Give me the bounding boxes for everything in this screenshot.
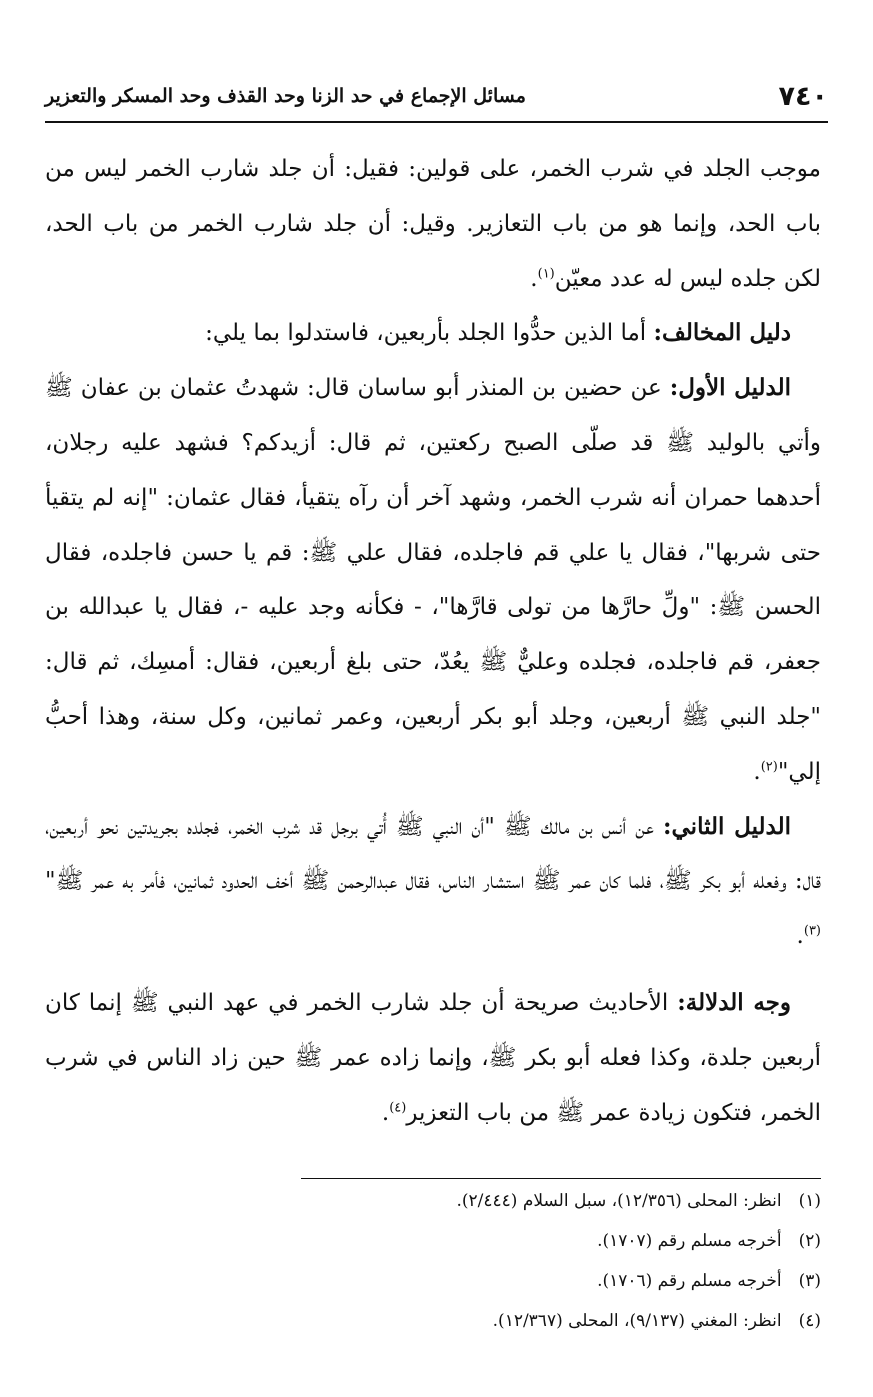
footnote-ref: (٤) [389, 1099, 407, 1115]
paragraph-intro: موجب الجلد في شرب الخمر، على قولين: فقيل: أن جلد شارب الخمر ليس من باب الحد، وإنما هو من باب التعازير. وقيل: أن جلد شارب الخمر من باب الحد، لكن جلده ليس له عدد معيّن$^{(١)}$. [45, 156, 821, 292]
footnote-number: (١) [798, 1191, 821, 1211]
footnote-text: انظر: المغني (٩/١٣٧)، المحلى (١٢/٣٦٧). [492, 1311, 782, 1331]
footnote-4 [301, 1301, 821, 1341]
page-header [45, 72, 828, 120]
footnote-number: (٤) [798, 1311, 821, 1331]
footnote-text: انظر: المحلى (١٢/٣٥٦)، سبل السلام (٢/٤٤٤). [456, 1191, 782, 1211]
footnote-3 [301, 1261, 821, 1301]
footnote-ref: (٣) [803, 923, 821, 939]
header-rule [45, 121, 828, 123]
footnote-ref: (٢) [760, 759, 778, 775]
footnote-text: أخرجه مسلم رقم (١٧٠٦). [597, 1271, 782, 1291]
footnote-ref: (١) [537, 265, 555, 281]
footnote-number: (٢) [798, 1231, 821, 1251]
paragraph-second-evidence: الدليل الثاني: عن أنس بن مالك ﷺ "أن النبي ﷺ أُتي برجل قد شرب الخمر، فجلده بجريدتين نحو أربعين، قال: وفعله أبو بكر ﷺ، فلما كان عمر ﷺ استشار الناس، فقال عبدالرحمن ﷺ أخف الحدود ثمانين، فأمر به عمر ﷺ"$^{(٣)}$. [45, 812, 821, 950]
footnotes [301, 1178, 821, 1341]
page-number: ٧٤٠ [778, 80, 828, 112]
section-lead: وجه الدلالة: [677, 988, 791, 1016]
footnote-number: (٣) [798, 1271, 821, 1291]
footnote-1 [301, 1181, 821, 1221]
section-lead: دليل المخالف: [653, 319, 791, 347]
footnote-text: أخرجه مسلم رقم (١٧٠٧). [597, 1231, 782, 1251]
running-title: مسائل الإجماع في حد الزنا وحد القذف وحد المسكر والتعزير [45, 85, 526, 107]
footnote-2 [301, 1221, 821, 1261]
paragraph-opponent-evidence: دليل المخالف: أما الذين حدُّوا الجلد بأربعين، فاستدلوا بما يلي: [205, 319, 791, 347]
section-lead: الدليل الأول: [669, 374, 791, 402]
paragraph-first-evidence: الدليل الأول: عن حضين بن المنذر أبو ساسان قال: شهدتُ عثمان بن عفان ﷺ وأتي بالوليد ﷺ قد صلّى الصبح ركعتين، ثم قال: أزيدكم؟ فشهد عليه رجلان، أحدهما حمران أنه شرب الخمر، وشهد آخر أن رآه يتقيأ، فقال عثمان: "إنه لم يتقيأ حتى شربها"، فقال يا علي قم فاجلده، فقال علي ﷺ: قم يا حسن فاجلده، فقال الحسن ﷺ: "ولِّ حارَّها من تولى قارَّها"، - فكأنه وجد عليه -، فقال يا عبدالله بن جعفر، قم فاجلده، فجلده وعليٌّ ﷺ يعُدّ، حتى بلغ أربعين، فقال: أمسِك، ثم قال: "جلد النبي ﷺ أربعين، وجلد أبو بكر أربعين، وعمر ثمانين، وكل سنة، وهذا أحبُّ إلي"$^{(٢)}$. [45, 374, 821, 785]
section-lead: الدليل الثاني: [663, 812, 791, 840]
body-text [45, 142, 821, 1140]
paragraph-inference: وجه الدلالة: الأحاديث صريحة أن جلد شارب الخمر في عهد النبي ﷺ إنما كان أربعين جلدة، وكذا فعله أبو بكر ﷺ، وإنما زاده عمر ﷺ حين زاد الناس في شرب الخمر، فتكون زيادة عمر ﷺ من باب التعزير$^{(٤)}$. [45, 988, 821, 1126]
